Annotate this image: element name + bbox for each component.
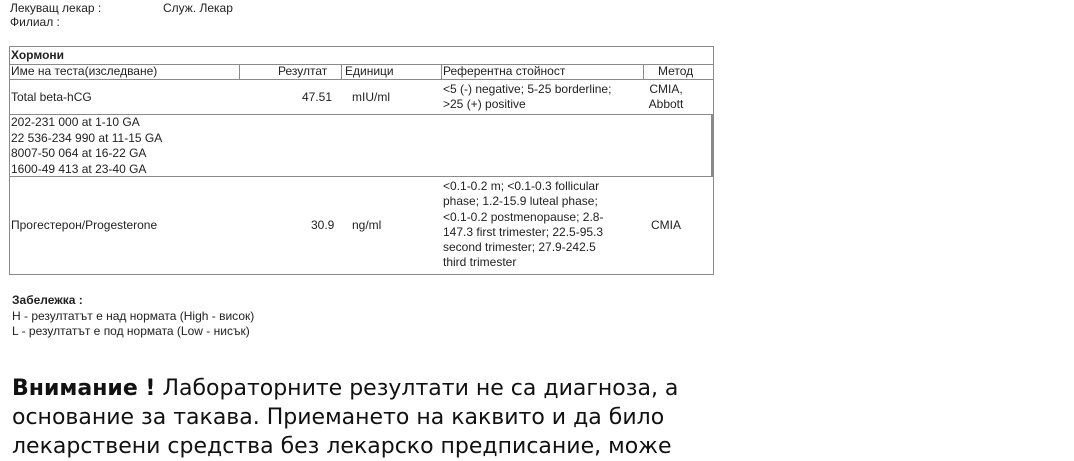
reference-line: 147.3 first trimester; 22.5-95.3	[443, 224, 604, 239]
ga-range-line: 22 536-234 990 at 11-15 GA	[11, 130, 163, 145]
col-result: Резултат	[278, 64, 328, 78]
treating-doctor-label: Лекуващ лекар :	[10, 1, 102, 15]
hormones-results-table	[9, 46, 714, 275]
col-units: Единици	[345, 64, 394, 78]
note-low: L - резултатът е под нормата (Low - нисък)	[12, 324, 250, 338]
warning-title: Внимание !	[12, 376, 156, 401]
reference-range	[443, 179, 603, 271]
column-header-row	[10, 64, 713, 80]
gestational-age-ranges	[10, 114, 713, 177]
col-divider	[341, 64, 342, 79]
result-value: 47.51	[302, 90, 333, 104]
col-method: Метод	[658, 64, 694, 78]
ga-range-line: 1600-49 413 at 23-40 GA	[11, 161, 147, 176]
col-test-name: Име на теста(изследване)	[11, 64, 158, 78]
test-name: Прогестерон/Progesterone	[11, 218, 158, 232]
table-row-beta-hcg	[10, 82, 713, 114]
notes-block	[12, 293, 254, 340]
method	[643, 82, 689, 112]
col-divider	[239, 64, 240, 79]
notes-title: Забележка :	[12, 293, 83, 307]
method-line: CMIA	[651, 218, 681, 232]
reference-line: <5 (-) negative; 5-25 borderline;	[443, 82, 612, 96]
branch-label: Филиал :	[10, 15, 60, 29]
method-line: CMIA,	[649, 82, 683, 96]
result-units: ng/ml	[352, 218, 382, 232]
col-reference: Референтна стойност	[443, 64, 566, 78]
table-row-progesterone	[10, 179, 713, 272]
reference-line: phase; 1.2-15.9 luteal phase;	[443, 194, 598, 209]
reference-range	[443, 82, 611, 112]
method	[643, 218, 689, 233]
branch-line	[10, 15, 60, 29]
reference-line: <0.1-0.2 m; <0.1-0.3 follicular	[443, 179, 600, 193]
reference-line: >25 (+) positive	[443, 97, 526, 111]
method-line: Abbott	[648, 97, 684, 111]
reference-line: <0.1-0.2 postmenopause; 2.8-	[443, 209, 604, 224]
test-name: Total beta-hCG	[11, 90, 92, 104]
col-divider	[643, 64, 644, 79]
treating-doctor-line	[10, 1, 233, 15]
section-title: Хормони	[10, 47, 713, 65]
reference-line: second trimester; 27.9-242.5	[443, 240, 596, 255]
warning-paragraph	[12, 374, 712, 461]
col-divider	[441, 64, 442, 79]
ga-range-line: 8007-50 064 at 16-22 GA	[11, 146, 147, 160]
ga-range-line: 202-231 000 at 1-10 GA	[11, 115, 140, 129]
warning-text: Лабораторните резултати не са диагноза, а основание за такава. Приемането на каквито и да било лекарствени средства без лекарско предписание, може	[12, 376, 679, 459]
reference-line: third trimester	[443, 255, 517, 270]
note-high: H - резултатът е над нормата (High - висок)	[12, 308, 255, 323]
result-units: mIU/ml	[352, 90, 390, 104]
treating-doctor-value: Служ. Лекар	[163, 1, 233, 15]
result-value: 30.9	[311, 218, 335, 232]
